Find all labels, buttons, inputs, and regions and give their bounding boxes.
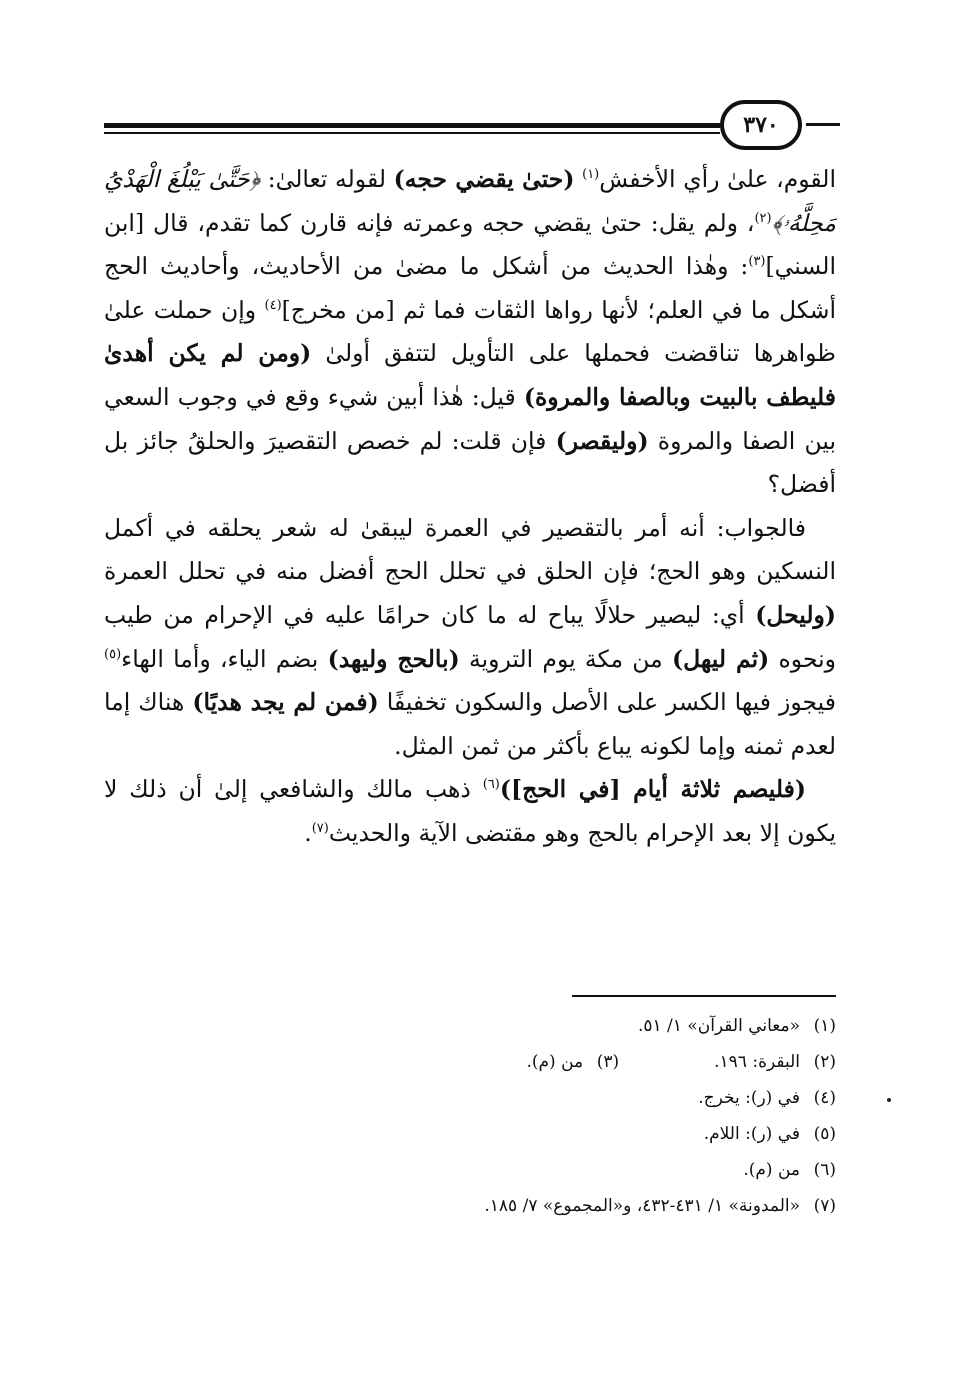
footnote-ref: (٦) <box>482 777 500 793</box>
footnote-text: في (ر): يخرج. <box>698 1088 800 1108</box>
text-run: ، ولم يقل: حتىٰ يقضي حجه وعمرته فإنه قارن كما تقدم، قال [ابن السني] <box>104 208 836 281</box>
footnote <box>714 1044 836 1080</box>
text-run: ذهب مالك والشافعي إلىٰ أن ذلك لا يكون إلا بعد الإحرام بالحج وهو مقتضى الآية والحديث <box>104 775 836 847</box>
footnote-separator <box>572 995 836 997</box>
footnote-row <box>104 1008 836 1044</box>
paragraph-3 <box>104 768 836 855</box>
text-run: القوم، علىٰ رأي الأخفش <box>599 165 836 193</box>
footnote-text: البقرة: ١٩٦. <box>714 1052 800 1072</box>
footnote <box>484 1188 836 1224</box>
footnote-row <box>104 1116 836 1152</box>
hadith-quote: (فليصم ثلاثة أيام [في الحج]) <box>499 775 807 804</box>
hadith-quote: (وليحل) <box>755 600 836 629</box>
footnote-text: في (ر): اللام. <box>703 1124 800 1144</box>
header-rule-thick <box>104 123 720 128</box>
text-run: أي: ليصير حلالًا يباح له ما كان حرامًا عليه في الإحرام من طيب ونحوه <box>104 600 837 673</box>
scan-speck <box>887 1098 891 1102</box>
page-header <box>104 96 844 156</box>
footnote-text: «المدونة» ١/ ٤٣١-٤٣٢، و«المجموع» ٧/ ١٨٥. <box>484 1196 800 1216</box>
footnote-row <box>104 1044 836 1080</box>
footnote <box>704 1116 836 1152</box>
text-run: فيجوز فيها الكسر على الأصل والسكون تخفيفًا <box>378 688 837 717</box>
footnote-number: (٤) <box>813 1088 836 1108</box>
footnotes <box>104 1008 836 1224</box>
footnote <box>638 1008 836 1044</box>
text-run: قيل: هٰذا أبين شيء وقع في وجوب السعي بين الصفا والمروة <box>104 382 836 455</box>
footnote-number: (٦) <box>813 1160 836 1180</box>
paragraph-1 <box>104 158 836 507</box>
hadith-quote: (ثم ليهل) <box>672 644 770 673</box>
paragraph-2 <box>104 507 836 769</box>
footnote <box>526 1044 619 1080</box>
header-rule-tail <box>806 123 840 126</box>
footnote-text: «معاني القرآن» ١/ ٥١. <box>637 1016 800 1036</box>
footnote-row <box>104 1188 836 1224</box>
text-run: هناك إما لعدم ثمنه وإما لكونه يباع بأكثر من ثمن المثل. <box>104 688 836 760</box>
hadith-quote: (وليقصر) <box>555 426 649 455</box>
text-run: لقوله تعالىٰ: <box>260 165 394 193</box>
text-run: : وهٰذا الحديث من أشكل ما مضىٰ من الأحاديث، وأحاديث الحج أشكل ما في العلم؛ لأنها رواها الثقات فما ثم [من مخرج] <box>104 252 836 324</box>
hadith-quote: (ومن لم يكن أهدىٰ فليطف بالبيت وبالصفا والمروة) <box>104 339 836 411</box>
footnote-ref: (٣) <box>748 254 766 270</box>
footnote-ref: (٥) <box>104 646 122 662</box>
footnote-ref: (١) <box>582 167 600 183</box>
footnote-ref: (٧) <box>311 821 329 837</box>
footnote-number: (١) <box>813 1016 836 1036</box>
quran-verse: ﴿حَتَّىٰ يَبْلُغَ الْهَدْيُ مَحِلَّهُۥ﴾ <box>104 165 836 237</box>
text-run: من مكة يوم التروية <box>459 644 673 673</box>
footnote-text: من (م). <box>743 1160 800 1180</box>
footnote <box>698 1080 836 1116</box>
text-run: فإن قلت: لم خصص التقصيرَ والحلقُ جائز بل أفضل؟ <box>104 426 836 499</box>
text-run: بضم الياء، وأما الهاء <box>121 644 328 673</box>
footnote-row <box>104 1080 836 1116</box>
footnote <box>743 1152 836 1188</box>
text-run: وإن حملت علىٰ ظواهرها تناقضت فحملها على التأويل لتتفق أولىٰ <box>104 295 836 368</box>
text-run <box>574 165 582 193</box>
text-run: فالجواب: أنه أمر بالتقصير في العمرة ليبقىٰ له شعر يحلقه في أكمل النسكين وهو الحج؛ فإن الحلق في تحلل الحج أفضل منه في تحلل العمرة <box>104 513 836 586</box>
footnote-number: (٣) <box>596 1052 620 1072</box>
hadith-quote: (فمن لم يجد هديًا) <box>192 688 379 717</box>
footnote-number: (٧) <box>813 1196 836 1216</box>
footnote-text: من (م). <box>526 1052 584 1072</box>
footnote-ref: (٤) <box>264 297 282 313</box>
footnote-number: (٢) <box>813 1052 836 1072</box>
main-text <box>104 158 836 856</box>
footnote-number: (٥) <box>813 1124 836 1144</box>
footnote-ref: (٢) <box>754 210 772 226</box>
hadith-quote: (حتىٰ يقضي حجه) <box>393 165 575 193</box>
header-rule-thin <box>104 132 720 134</box>
hadith-quote: (بالحج وليهد) <box>327 644 460 673</box>
text-run: . <box>304 818 312 847</box>
page-number: ٣٧٠ <box>720 100 802 150</box>
footnote-row <box>104 1152 836 1188</box>
